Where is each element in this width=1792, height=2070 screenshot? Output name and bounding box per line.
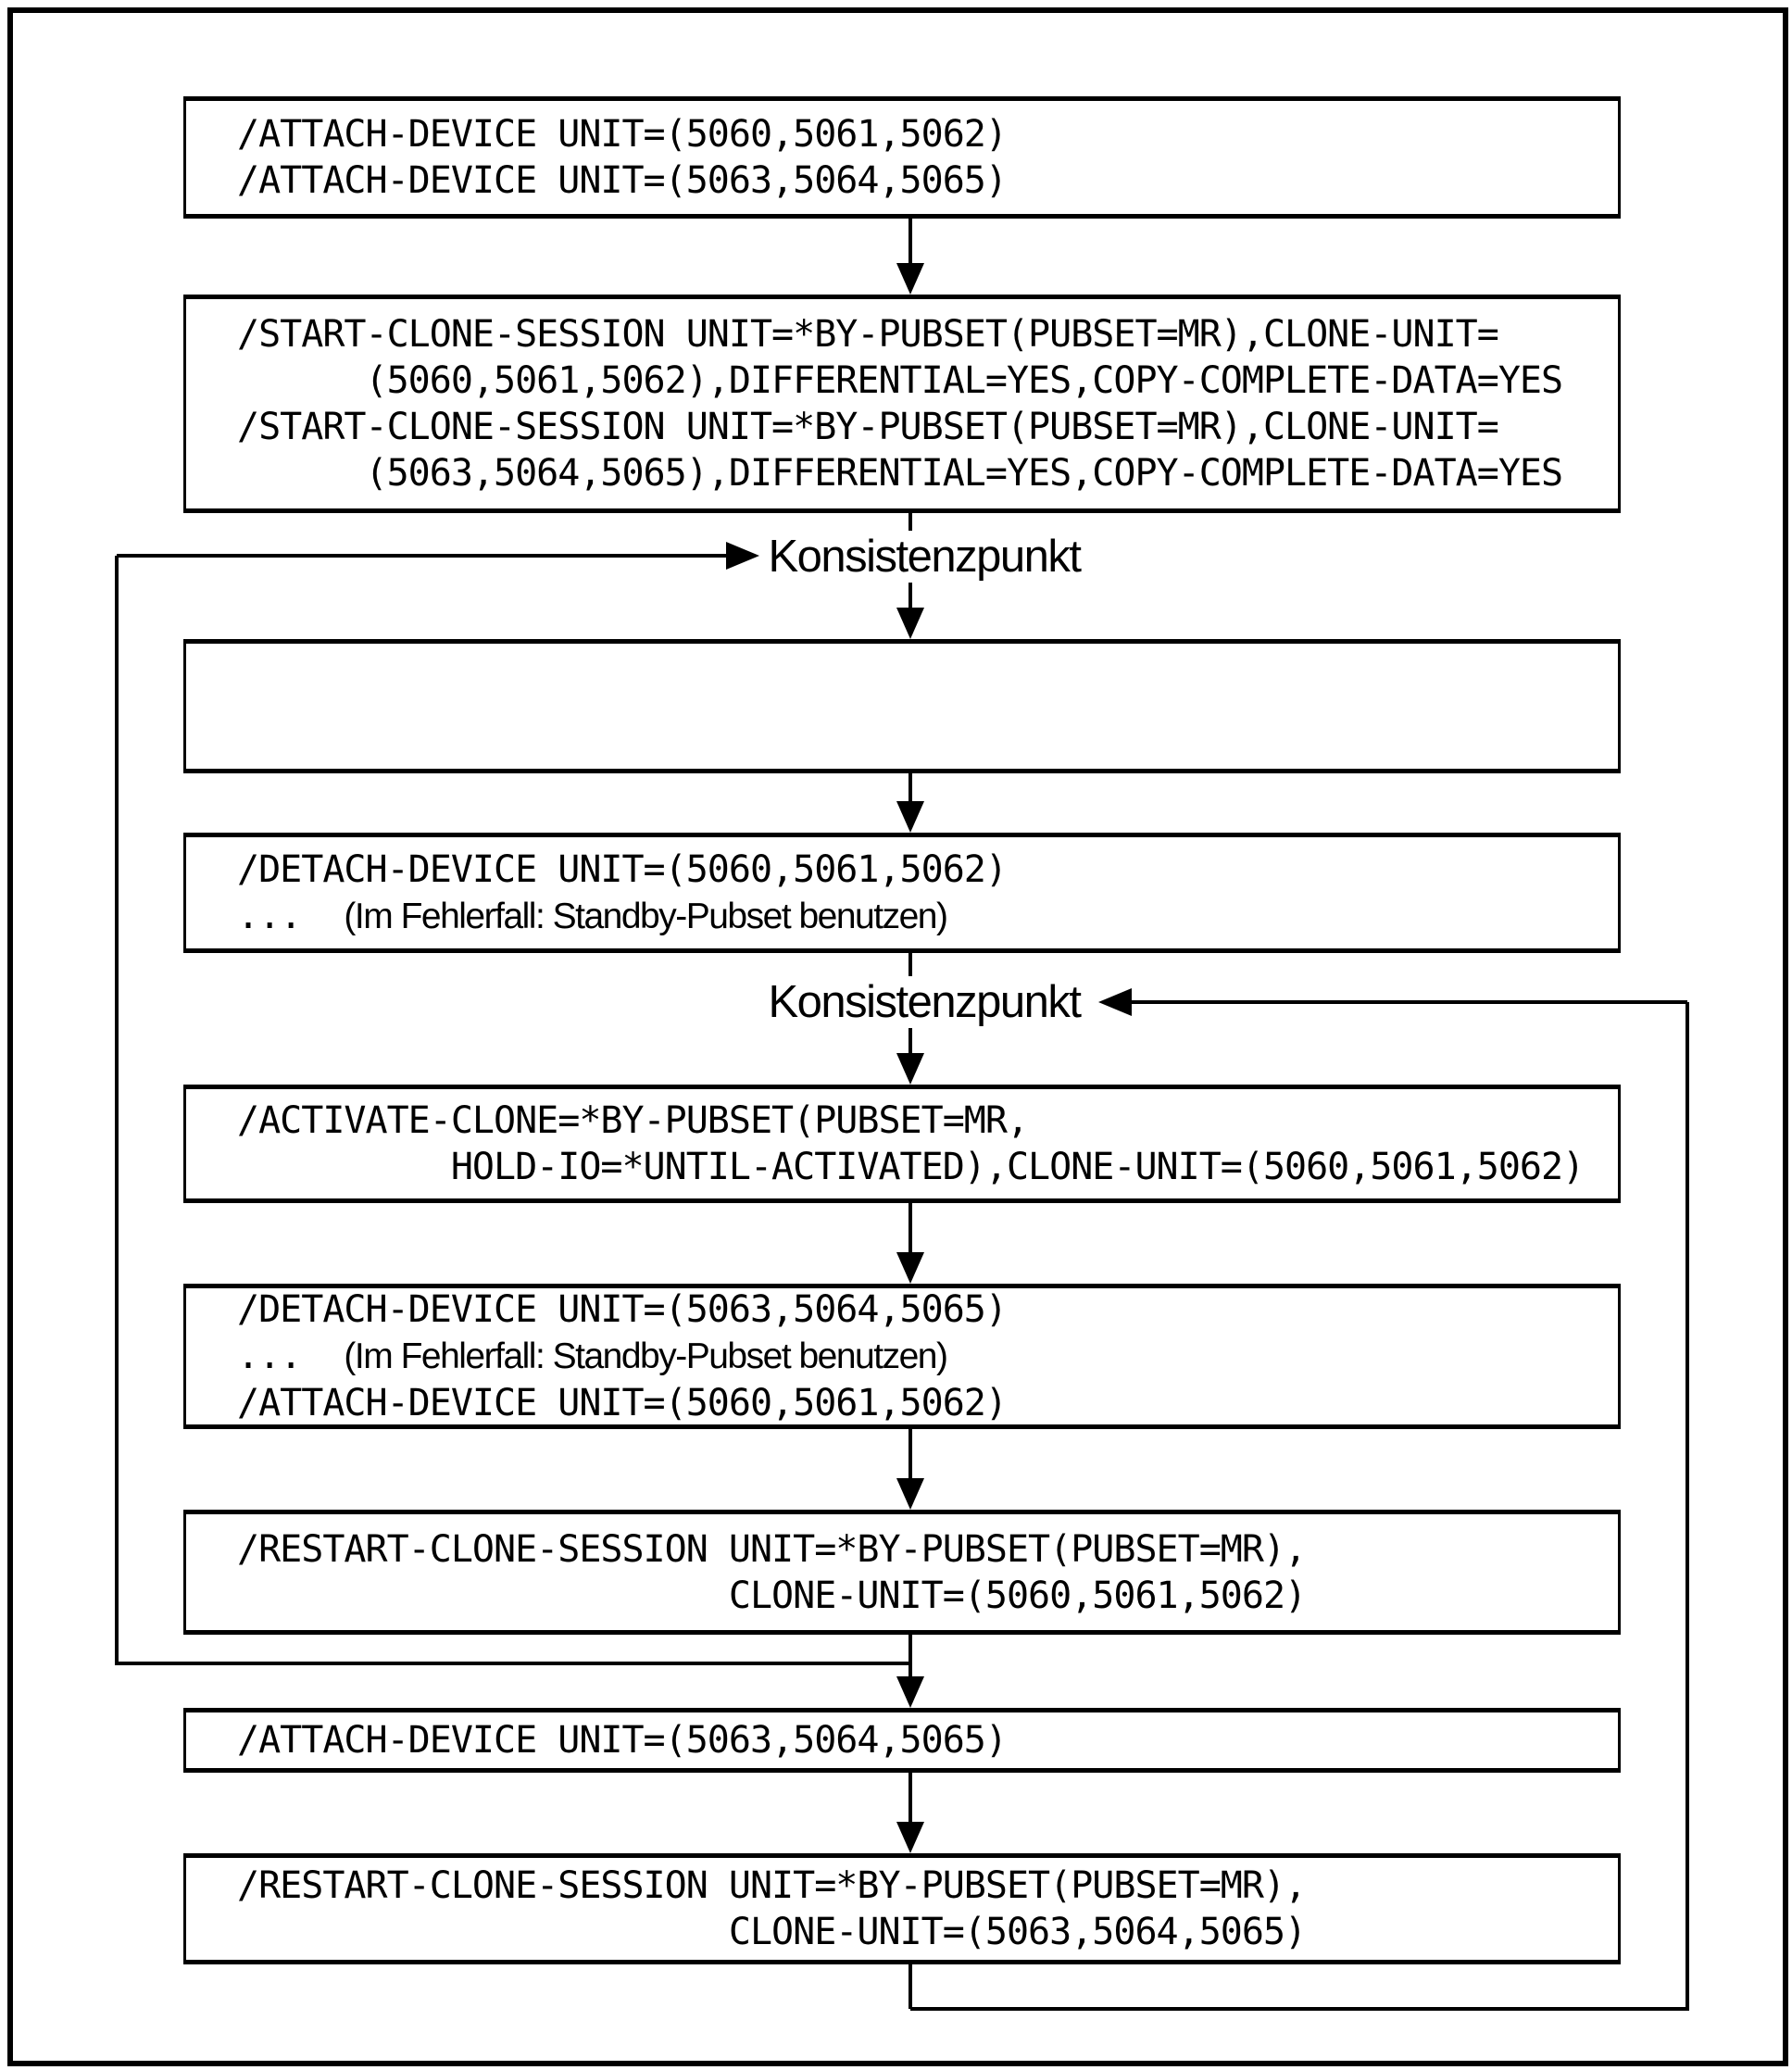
arrow-left-loop-into-konsistenzpunkt1 bbox=[117, 542, 759, 570]
command-line: CLONE-UNIT=(5063,5064,5065) bbox=[237, 1911, 1307, 1953]
command-line bbox=[237, 1333, 1618, 1380]
arrow-empty-to-detach bbox=[896, 773, 924, 833]
consistency-point-label-2: Konsistenzpunkt bbox=[764, 976, 1084, 1028]
box-start-clone-session bbox=[183, 295, 1621, 513]
arrow-attach5063-to-restart5063 bbox=[896, 1773, 924, 1853]
arrow-detach5063-to-restart5060 bbox=[896, 1429, 924, 1510]
command-line: /DETACH-DEVICE UNIT=(5060,5061,5062) bbox=[237, 847, 1007, 891]
box-activate-clone bbox=[183, 1085, 1621, 1203]
command-line: /START-CLONE-SESSION UNIT=*BY-PUBSET(PUBSET=MR),CLONE-UNIT= bbox=[237, 313, 1498, 356]
command-line: CLONE-UNIT=(5060,5061,5062) bbox=[237, 1574, 1307, 1617]
command-line: /ACTIVATE-CLONE=*BY-PUBSET(PUBSET=MR, bbox=[237, 1099, 1029, 1142]
error-note-text: (Im Fehlerfall: Standby-Pubset benutzen) bbox=[344, 896, 947, 936]
consistency-point-label-1: Konsistenzpunkt bbox=[764, 531, 1084, 583]
command-line: HOLD-IO=*UNTIL-ACTIVATED),CLONE-UNIT=(5060,5061,5062) bbox=[237, 1146, 1585, 1188]
box-attach-5063 bbox=[183, 1708, 1621, 1773]
command-line bbox=[237, 893, 1618, 940]
arrow-attach-to-start bbox=[896, 219, 924, 295]
arrow-restart5060-to-attach5063 bbox=[896, 1635, 924, 1708]
arrow-activate-to-detach5063 bbox=[896, 1203, 924, 1284]
command-line: (5060,5061,5062),DIFFERENTIAL=YES,COPY-COMPLETE-DATA=YES bbox=[237, 359, 1563, 402]
box-detach-5063 bbox=[183, 1284, 1621, 1429]
command-line: /ATTACH-DEVICE UNIT=(5063,5064,5065) bbox=[237, 1719, 1007, 1762]
box-restart-clone-5063 bbox=[183, 1853, 1621, 1964]
arrow-right-loop-into-konsistenzpunkt2 bbox=[1098, 988, 1687, 1016]
box-empty bbox=[183, 639, 1621, 773]
command-line: /ATTACH-DEVICE UNIT=(5063,5064,5065) bbox=[237, 159, 1007, 202]
command-line: /ATTACH-DEVICE UNIT=(5060,5061,5062) bbox=[237, 1382, 1007, 1424]
command-line: /ATTACH-DEVICE UNIT=(5060,5061,5062) bbox=[237, 113, 1007, 156]
command-line: /RESTART-CLONE-SESSION UNIT=*BY-PUBSET(PUBSET=MR), bbox=[237, 1527, 1307, 1571]
ellipsis: ... bbox=[237, 1335, 345, 1377]
command-line: /START-CLONE-SESSION UNIT=*BY-PUBSET(PUBSET=MR),CLONE-UNIT= bbox=[237, 406, 1498, 448]
box-attach-initial bbox=[183, 96, 1621, 219]
box-detach-5060 bbox=[183, 833, 1621, 953]
ellipsis: ... bbox=[237, 894, 345, 937]
command-line: (5063,5064,5065),DIFFERENTIAL=YES,COPY-COMPLETE-DATA=YES bbox=[237, 452, 1563, 495]
box-restart-clone-5060 bbox=[183, 1510, 1621, 1635]
command-line: /DETACH-DEVICE UNIT=(5063,5064,5065) bbox=[237, 1288, 1007, 1331]
error-note-text: (Im Fehlerfall: Standby-Pubset benutzen) bbox=[344, 1336, 947, 1376]
command-line: /RESTART-CLONE-SESSION UNIT=*BY-PUBSET(PUBSET=MR), bbox=[237, 1864, 1307, 1907]
